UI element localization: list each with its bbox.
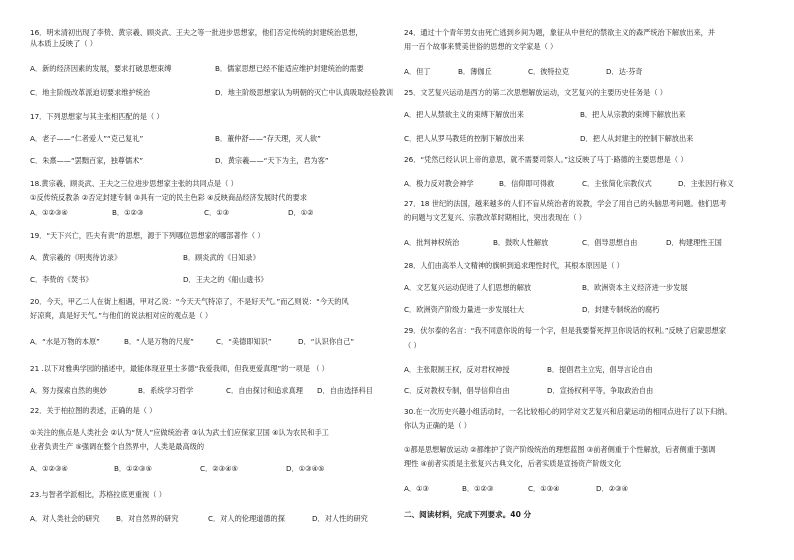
q16-option-c[interactable]: C．地主阶级改革派迫切要求维护统治 bbox=[30, 88, 151, 97]
q29-stem-line1: 29．伏尔泰的名言：“我不同意你说的每一个字，但是我要誓死捍卫你说话的权利。”反映了启蒙思想家 bbox=[404, 326, 727, 335]
q28-option-c[interactable]: C．欧洲资产阶级力量进一步发展壮大 bbox=[404, 305, 525, 314]
q25-option-c[interactable]: C．把人从罗马教廷的控制下解放出来 bbox=[404, 134, 525, 143]
q27-stem-line2: 的问题与文艺复兴、宗教改革时期相比，突出表现在（ ） bbox=[404, 213, 586, 222]
q28-option-d[interactable]: D．封建专制统治的腐朽 bbox=[582, 305, 660, 314]
q22-items-line1: ①关注的焦点是人类社会 ②认为“贤人”应做统治者 ③认为武士们应保家卫国 ④认为农民和手工 bbox=[30, 428, 329, 437]
q29-option-d[interactable]: D．宣扬权利平等，争取政治自由 bbox=[547, 386, 654, 395]
q16-stem-line2: 从本质上反映了（ ） bbox=[30, 39, 97, 48]
q27-option-b[interactable]: B．鼓吹人性解放 bbox=[493, 238, 549, 247]
q28-stem: 28．人们由高举人文精神的旗帜到追求理性时代，其根本原因是（ ） bbox=[404, 261, 624, 270]
q21-option-a[interactable]: A．努力探索自然的奥妙 bbox=[30, 386, 107, 395]
q27-stem-line1: 27．18 世纪的法国，越来越多的人们不盲从统治者的说教，学会了用自己的头脑思考问题。他们思考 bbox=[404, 199, 727, 208]
q20-option-d[interactable]: D．“认识你自己” bbox=[298, 337, 355, 346]
q18-option-b[interactable]: B．①②③ bbox=[112, 208, 144, 217]
q30-option-b[interactable]: B．①②③ bbox=[462, 484, 494, 493]
q21-option-b[interactable]: B．系统学习哲学 bbox=[138, 386, 194, 395]
q17-stem: 17．下列思想家与其主张相匹配的是（ ） bbox=[30, 112, 164, 121]
q30-items-line1: ①都是思想解放运动 ②都维护了资产阶级统治的理想蓝图 ③前者侧重于个性解放，后者侧重于强调 bbox=[404, 445, 716, 454]
q17-option-d[interactable]: D．黄宗羲——“天下为主，君为客” bbox=[215, 156, 329, 165]
q29-option-a[interactable]: A．主张限制王权，反对君权神授 bbox=[404, 365, 510, 374]
q20-option-a[interactable]: A．“水是万物的本原” bbox=[30, 337, 100, 346]
q24-option-d[interactable]: D．达·芬奇 bbox=[606, 67, 643, 76]
q30-option-c[interactable]: C．①③④ bbox=[528, 484, 560, 493]
q30-stem-line2: 你认为正确的是（ ） bbox=[404, 421, 471, 430]
q21-option-c[interactable]: C．自由探讨和追求真理 bbox=[226, 386, 303, 395]
q20-stem-line1: 20．今天，甲乙二人在街上相遇，甲对乙说：“今天天气特凉了，不是好天气。”而乙则说：“今天的风 bbox=[30, 297, 349, 306]
q24-option-b[interactable]: B．薄伽丘 bbox=[458, 67, 492, 76]
q18-items: ①反传统反教条 ②否定封建专制 ③具有一定的民主色彩 ④反映商品经济发展时代的要求 bbox=[30, 193, 308, 202]
q19-option-a[interactable]: A．黄宗羲的《明夷待访录》 bbox=[30, 253, 122, 262]
q24-stem-line1: 24．通过十个青年男女由死亡逃到乡间为题，象征从中世纪的禁欲主义的森严统治下解放出来，并 bbox=[404, 28, 716, 37]
q27-option-a[interactable]: A．批判神权统治 bbox=[404, 238, 460, 247]
q30-stem-line1: 30.在一次历史兴趣小组活动时，一名比较相心的同学对文艺复兴和启蒙运动的相同点进行了以下归纳。 bbox=[404, 407, 732, 416]
q24-option-a[interactable]: A．但丁 bbox=[404, 67, 431, 76]
q18-option-c[interactable]: C．①③ bbox=[204, 208, 230, 217]
q28-option-b[interactable]: B．欧洲资本主义经济进一步发展 bbox=[582, 283, 688, 292]
q29-option-c[interactable]: C．反对教权专制，倡导信仰自由 bbox=[404, 386, 510, 395]
q20-option-b[interactable]: B．“人是万物的尺度” bbox=[124, 337, 194, 346]
section-2-heading: 二、阅读材料，完成下列要求。40 分 bbox=[404, 510, 532, 519]
q30-option-d[interactable]: D．②③④ bbox=[596, 484, 629, 493]
q30-option-a[interactable]: A．①③ bbox=[404, 484, 429, 493]
q20-option-c[interactable]: C．“美德即知识” bbox=[216, 337, 272, 346]
q29-stem-line2: （ ） bbox=[404, 341, 421, 350]
q26-option-d[interactable]: D．主张因行称义 bbox=[678, 179, 734, 188]
q23-option-c[interactable]: C．对人的伦理道德的探 bbox=[208, 514, 285, 523]
q23-stem: 23.与智者学派相比，苏格拉底更重视（ ） bbox=[30, 490, 166, 499]
q19-stem: 19．“天下兴亡，匹夫有责”的思想，源于下列哪位思想家的哪部著作（ ） bbox=[30, 231, 265, 240]
q23-option-d[interactable]: D．对人性的研究 bbox=[312, 514, 368, 523]
q16-option-b[interactable]: B．儒家思想已经不能适应维护封建统治的需要 bbox=[215, 64, 364, 73]
q29-option-b[interactable]: B．提倡君主立宪，倡导言论自由 bbox=[547, 365, 653, 374]
q22-option-b[interactable]: B．①②③⑤ bbox=[114, 464, 152, 473]
q19-option-c[interactable]: C．李贽的《焚书》 bbox=[30, 275, 93, 284]
q21-stem: 21 .以下对雅典学园的描述中，最能体现亚里士多德“我爱我师，但我更爱真理”的一项是 （ ） bbox=[30, 364, 329, 373]
q22-option-c[interactable]: C．②③④⑤ bbox=[200, 464, 238, 473]
q22-option-a[interactable]: A．①②③④ bbox=[30, 464, 68, 473]
q16-option-d[interactable]: D．地主阶级思想家认为明朝的灭亡中认真吸取经验教训 bbox=[215, 88, 394, 97]
q21-option-d[interactable]: D．自由选择科目 bbox=[317, 386, 373, 395]
q30-items-line2: 理性 ④前者实质是主张复兴古典文化，后者实质是宣扬资产阶级文化 bbox=[404, 459, 622, 468]
q22-items-line2: 业者负责生产 ⑤强调在整个自然界中，人类是最高级的 bbox=[30, 442, 205, 451]
q25-option-a[interactable]: A．把人从禁欲主义的束缚下解放出来 bbox=[404, 110, 524, 119]
q16-stem-line1: 16．明末清初出现了李贽、黄宗羲、顾炎武、王夫之等一批进步思想家，他们否定传统的封建统治思想， bbox=[30, 28, 363, 37]
q25-option-b[interactable]: B．把人从宗教的束缚下解放出来 bbox=[580, 110, 686, 119]
q18-option-d[interactable]: D．①② bbox=[288, 208, 314, 217]
q24-stem-line2: 用一百个故事来赞美世俗的思想的文学家是（ ） bbox=[404, 42, 558, 51]
q23-option-a[interactable]: A．对人类社会的研究 bbox=[30, 514, 100, 523]
q22-stem: 22．关于柏拉图的表述，正确的是（ ） bbox=[30, 406, 157, 415]
q17-option-a[interactable]: A．老子——“仁者爱人”“克己复礼” bbox=[30, 134, 144, 143]
q26-stem: 26．“凭然已经认识上帝的意思，就不需要司祭人。”这反映了马丁·路德的主要思想是（ ） bbox=[404, 155, 688, 164]
q18-option-a[interactable]: A．①②③④ bbox=[30, 208, 68, 217]
q20-stem-line2: 好凉爽，真是好天气。”与他们的说法相对应的观点是（ ） bbox=[30, 311, 213, 320]
q23-option-b[interactable]: B．对自然界的研究 bbox=[116, 514, 179, 523]
q26-option-a[interactable]: A．极力反对教会神学 bbox=[404, 179, 474, 188]
q27-option-d[interactable]: D．构建理性王国 bbox=[666, 238, 722, 247]
q19-option-d[interactable]: D．王夫之的《船山遗书》 bbox=[183, 275, 268, 284]
q24-option-c[interactable]: C．彼特拉克 bbox=[528, 67, 569, 76]
q26-option-c[interactable]: C．主张简化宗教仪式 bbox=[582, 179, 652, 188]
q16-option-a[interactable]: A．新的经济因素的发展，要求打破思想束缚 bbox=[30, 64, 172, 73]
q27-option-c[interactable]: C．倡导思想自由 bbox=[582, 238, 638, 247]
q22-option-d[interactable]: D．①③④⑤ bbox=[286, 464, 325, 473]
q25-option-d[interactable]: D．把人从封建主的控制下解放出来 bbox=[580, 134, 694, 143]
q19-option-b[interactable]: B．顾炎武的《日知录》 bbox=[183, 253, 260, 262]
q28-option-a[interactable]: A．文艺复兴运动促进了人们思想的解放 bbox=[404, 283, 532, 292]
q25-stem: 25．文艺复兴运动是西方的第二次思想解放运动，文艺复兴的主要历史任务是（ ） bbox=[404, 88, 667, 97]
q26-option-b[interactable]: B．信仰即可得救 bbox=[499, 179, 555, 188]
q17-option-b[interactable]: B．董仲舒——“存天理，灭人欲” bbox=[215, 134, 321, 143]
q18-stem: 18.黄宗羲、顾炎武、王夫之三位进步思想家主张的共同点是（ ） bbox=[30, 179, 238, 188]
q17-option-c[interactable]: C．朱熹——“罢黜百家，独尊儒术” bbox=[30, 156, 144, 165]
